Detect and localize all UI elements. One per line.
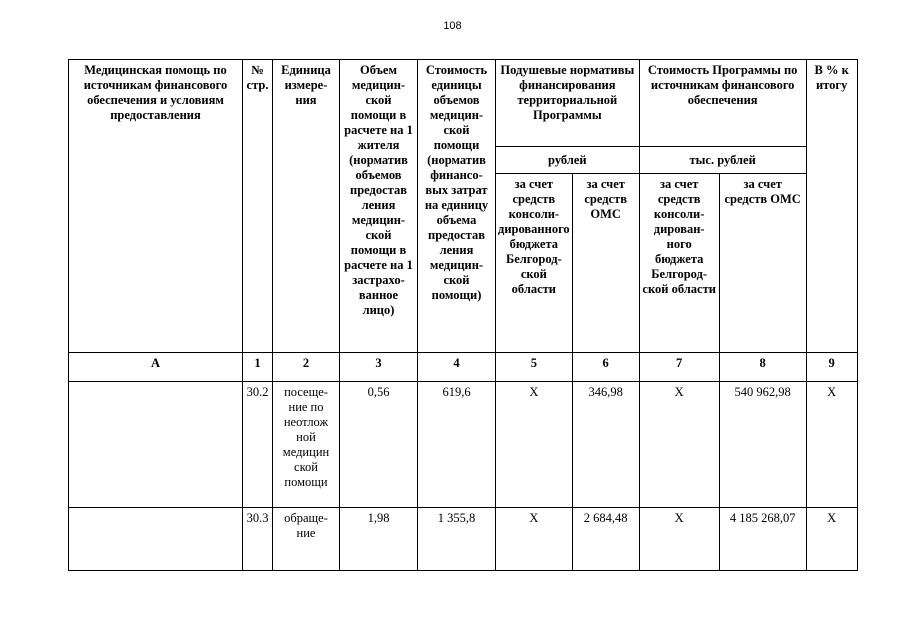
cell-per-capita-oms: 346,98 [572,382,639,508]
header-unit-rubles: рублей [496,147,640,174]
column-number: 8 [719,353,806,382]
column-number: 5 [496,353,573,382]
cell-program-budget: Х [639,382,719,508]
header-per-capita-oms: за счет средств ОМС [572,174,639,353]
cell-program-oms: 540 962,98 [719,382,806,508]
cell-unit-cost: 1 355,8 [418,508,496,571]
cell-unit-cost: 619,6 [418,382,496,508]
cell-percent: Х [806,382,857,508]
column-number: 7 [639,353,719,382]
cell-program-oms: 4 185 268,07 [719,508,806,571]
column-number: 2 [273,353,340,382]
header-unit: Единица измере-ния [273,60,340,353]
header-medical-care: Медицинская помощь по источникам финансового обеспечения и условиям предоставления [69,60,243,353]
header-unit-thousand-rubles: тыс. рублей [639,147,806,174]
cell-per-capita-budget: Х [496,508,573,571]
cell-row-number: 30.3 [243,508,273,571]
column-number: 9 [806,353,857,382]
header-per-capita-budget: за счет средств консоли-дированного бюджета Белгород-ской области [496,174,573,353]
header-row-1 [69,60,858,147]
cell-program-budget: Х [639,508,719,571]
column-number-row [69,353,858,382]
page-number: 108 [443,20,462,32]
cell-row-number: 30.2 [243,382,273,508]
cell-volume: 1,98 [340,508,418,571]
header-unit-cost: Стоимость единицы объемов медицин-ской помощи (норматив финансо-вых затрат на единицу объема предостав ления медицин-ской помощи) [418,60,496,353]
header-program-oms: за счет средств ОМС [719,174,806,353]
table-row [69,508,858,571]
column-number: 3 [340,353,418,382]
header-per-capita-norms: Подушевые нормативы финансирования территориальной Программы [496,60,640,147]
column-number: 6 [572,353,639,382]
cell-unit: посеще-ние по неотлож ной медицин ской помощи [273,382,340,508]
column-number: А [69,353,243,382]
column-number: 1 [243,353,273,382]
header-program-budget: за счет средств консоли-дирован-ного бюджета Белгород-ской области [639,174,719,353]
column-number: 4 [418,353,496,382]
cell-unit: обраще-ние [273,508,340,571]
cell-volume: 0,56 [340,382,418,508]
header-program-cost: Стоимость Программы по источникам финансового обеспечения [639,60,806,147]
cell-percent: Х [806,508,857,571]
cell-medical-care [69,382,243,508]
cell-per-capita-budget: Х [496,382,573,508]
table-row [69,382,858,508]
financing-table [68,59,858,571]
header-row-number: № стр. [243,60,273,353]
header-volume: Объем медицин-ской помощи в расчете на 1 жителя (норматив объемов предостав ления медицин-ской помощи в расчете на 1 застрахо-ванное лицо) [340,60,418,353]
header-percent-of-total: В % к итогу [806,60,857,353]
cell-per-capita-oms: 2 684,48 [572,508,639,571]
cell-medical-care [69,508,243,571]
